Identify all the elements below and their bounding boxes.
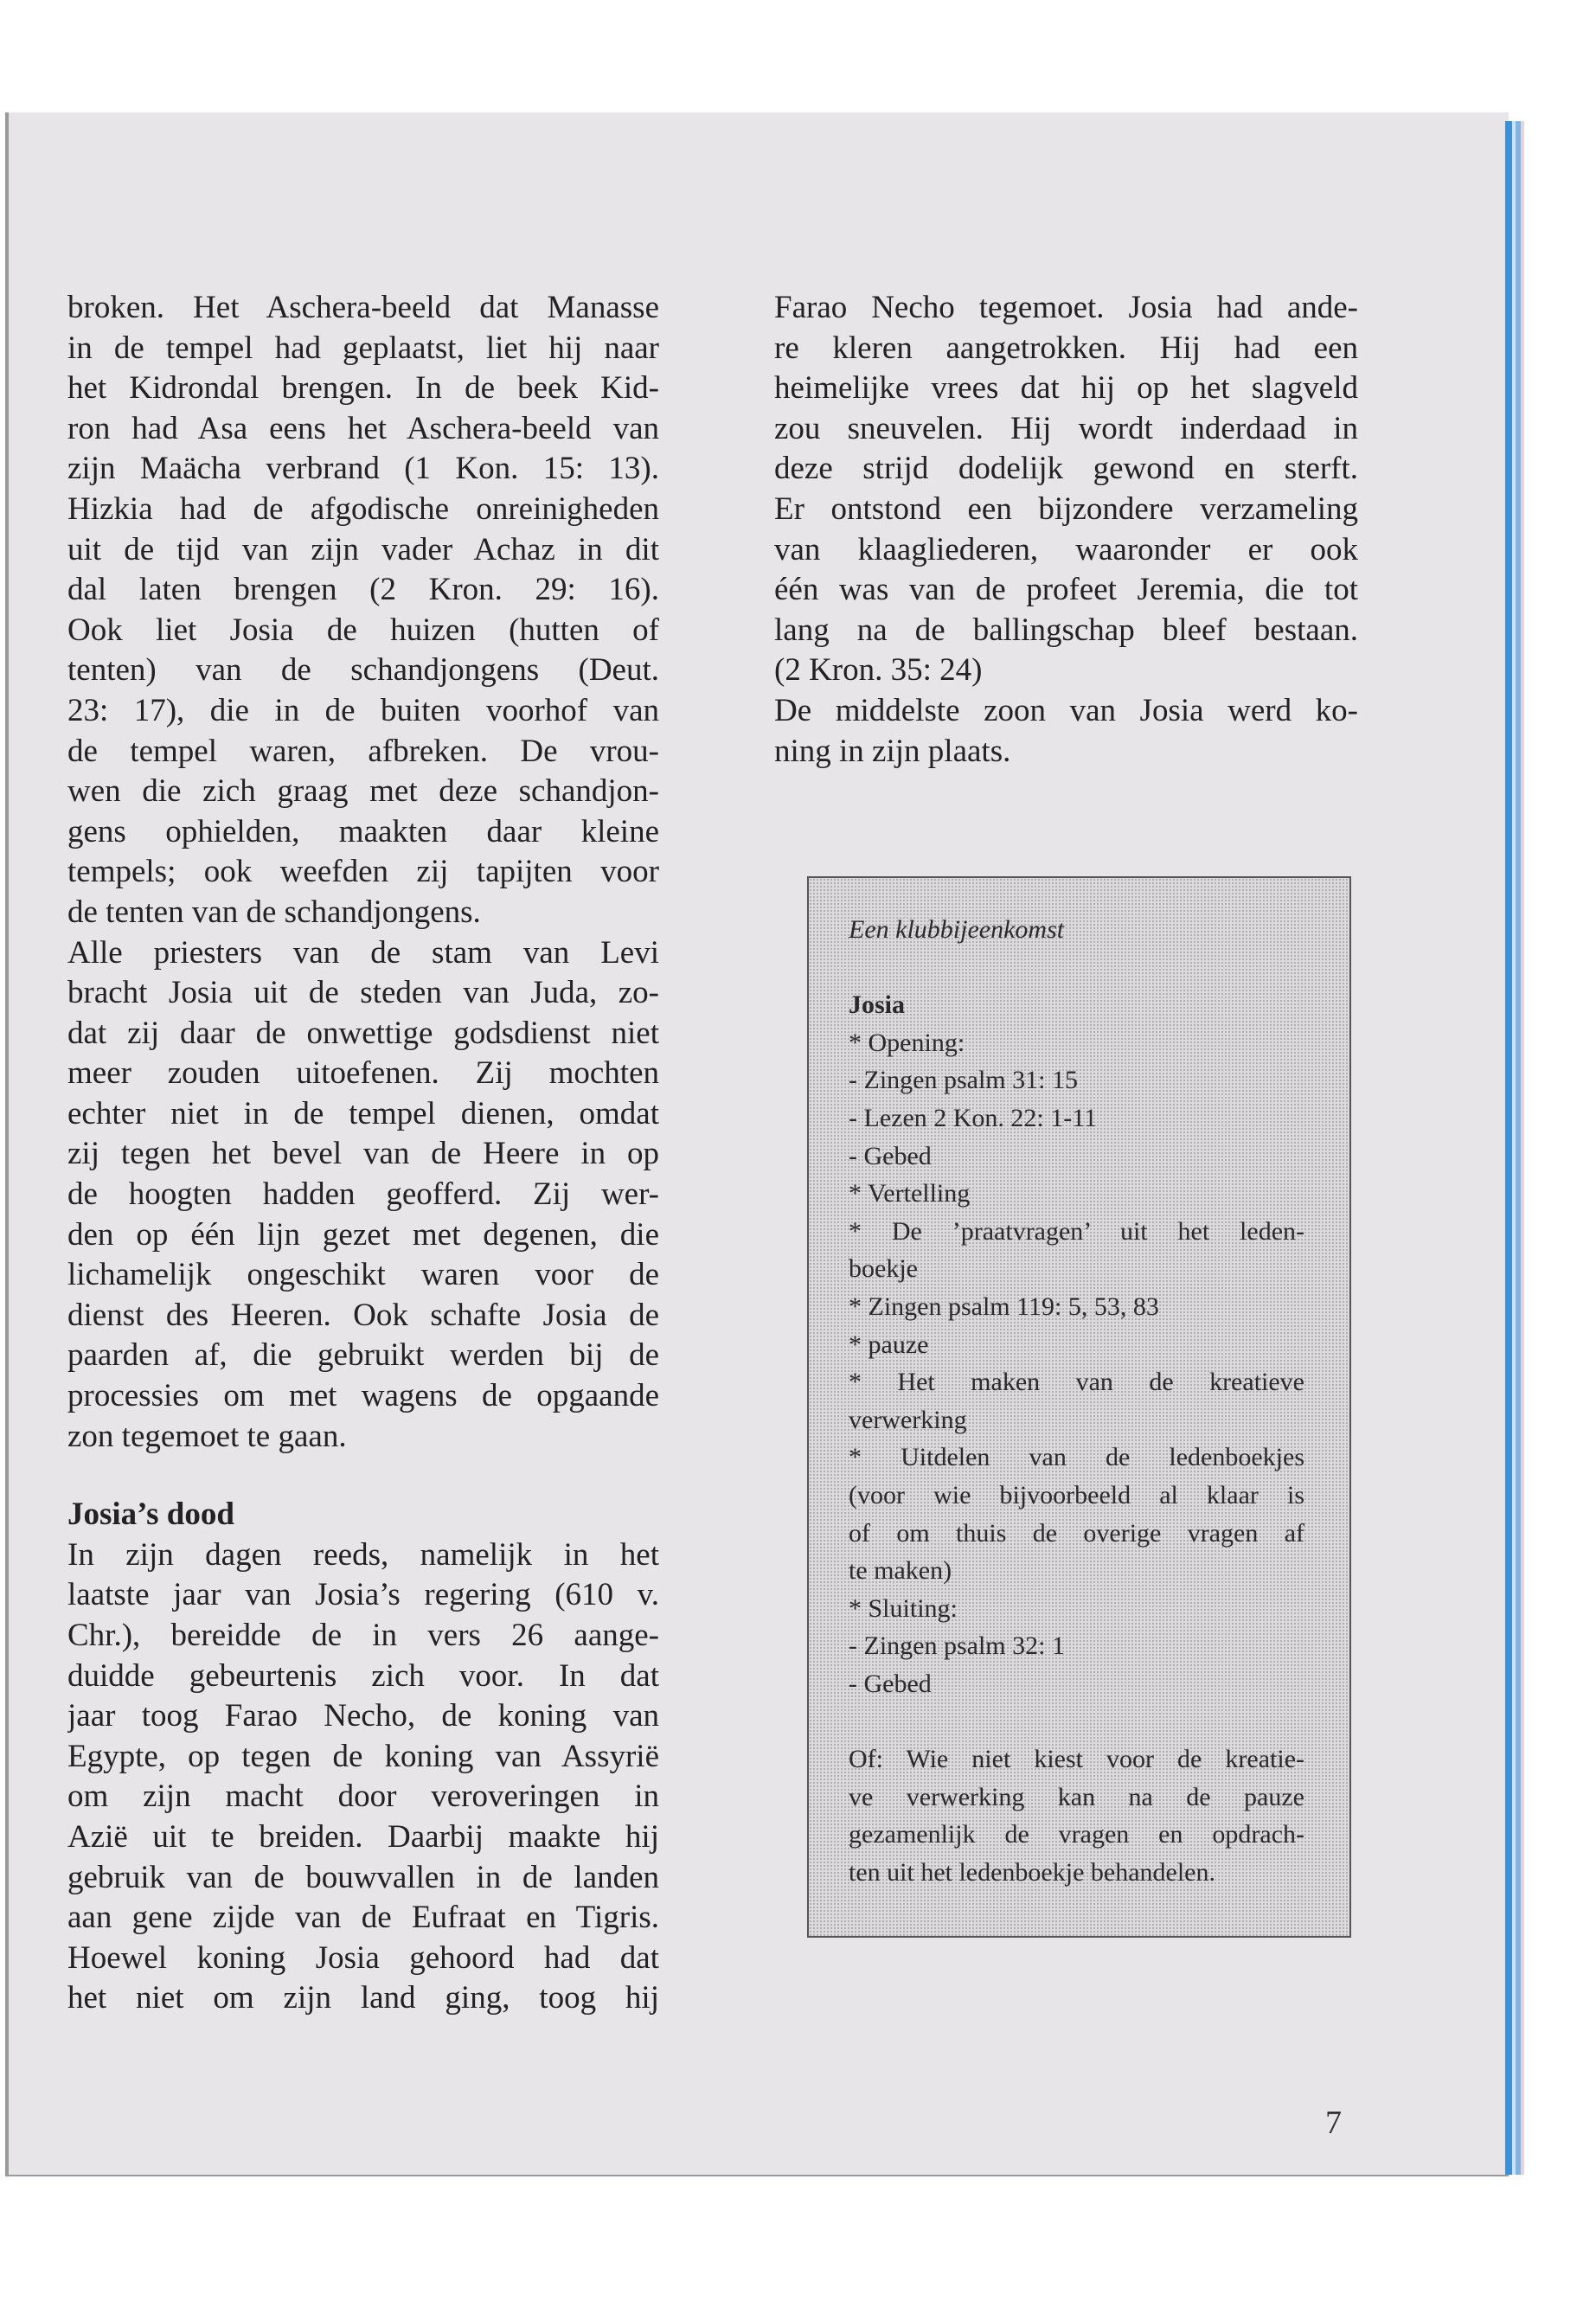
text-line: Er ontstond een bijzondere verzameling [774, 490, 1358, 527]
program-item [849, 1213, 1304, 1288]
box-note [849, 1740, 1304, 1891]
text-line: * Uitdelen van de ledenboekjes [849, 1443, 1304, 1472]
text-line: In zijn dagen reeds, namelijk in het [67, 1536, 659, 1573]
program-item [849, 1175, 1304, 1213]
text-line: verwerking [849, 1405, 967, 1434]
page-number: 7 [1325, 2105, 1342, 2141]
program-item [849, 1363, 1304, 1439]
text-line: Of: Wie niet kiest voor de kreatie- [849, 1745, 1304, 1774]
text-line: * Zingen psalm 119: 5, 53, 83 [849, 1292, 1159, 1321]
text-line: aan gene zijde van de Eufraat en Tigris. [67, 1900, 659, 1936]
text-line: te maken) [849, 1556, 952, 1586]
text-line: * Opening: [849, 1028, 965, 1057]
text-line: duidde gebeurtenis zich voor. In dat [67, 1657, 659, 1694]
text-line: 23: 17), die in de buiten voorhof van [67, 692, 659, 728]
text-line: om zijn macht door veroveringen in [67, 1779, 659, 1815]
paragraph [67, 288, 659, 933]
text-line: * Vertelling [849, 1179, 971, 1208]
text-line: broken. Het Aschera-beeld dat Manasse [67, 290, 659, 325]
text-line: ve verwerking kan na de pauze [849, 1782, 1304, 1811]
text-line: gens ophielden, maakten daar kleine [67, 813, 659, 849]
text-line: lang na de ballingschap bleef bestaan. [774, 612, 1358, 648]
program-item [849, 1439, 1304, 1589]
text-line: bracht Josia uit de steden van Juda, zo- [67, 975, 659, 1011]
note-paragraph [849, 1740, 1304, 1891]
program-item [849, 1326, 1304, 1364]
text-line: boekje [849, 1254, 918, 1284]
text-line: dat zij daar de onwettige godsdienst niet [67, 1015, 659, 1051]
text-line: het Kidrondal brengen. In de beek Kid- [67, 370, 659, 407]
program-item [849, 1099, 1304, 1138]
text-line: van klaagliederen, waaronder er ook [774, 531, 1358, 567]
paragraph [67, 1535, 659, 2019]
text-line: één was van de profeet Jeremia, die tot [774, 572, 1358, 608]
text-line: zij tegen het bevel van de Heere in op [67, 1136, 659, 1172]
text-line: tempels; ook weefden zij tapijten voor [67, 854, 659, 890]
text-line: of om thuis de overige vragen af [849, 1518, 1304, 1548]
club-meeting-box [807, 876, 1351, 1938]
paragraph [774, 691, 1358, 772]
text-line: - Gebed [849, 1141, 932, 1170]
text-line: Hizkia had de afgodische onreinigheden [67, 490, 659, 527]
paragraph [67, 933, 659, 1458]
text-line: Ook liet Josia de huizen (hutten of [67, 612, 659, 648]
text-line: in de tempel had geplaatst, liet hij naar [67, 330, 659, 366]
text-line: Azië uit te breiden. Daarbij maakte hij [67, 1818, 659, 1855]
text-line: De middelste zoon van Josia werd ko- [774, 692, 1358, 728]
text-line: - Gebed [849, 1669, 932, 1698]
paragraph [774, 288, 1358, 691]
box-program [849, 1024, 1304, 1703]
text-line: gezamenlijk de vragen en opdrach- [849, 1820, 1304, 1849]
text-line: ten uit het ledenboekje behandelen. [849, 1857, 1215, 1887]
text-line: - Zingen psalm 32: 1 [849, 1631, 1065, 1661]
text-line: laatste jaar van Josia’s regering (610 v. [67, 1577, 659, 1613]
text-line: Egypte, op tegen de koning van Assyrië [67, 1738, 659, 1774]
text-line: Hoewel koning Josia gehoord had dat [67, 1939, 659, 1976]
text-line: den op één lijn gezet met degenen, die [67, 1216, 659, 1253]
program-item [849, 1288, 1304, 1326]
text-line: lichamelijk ongeschikt waren voor de [67, 1257, 659, 1293]
text-line: dal laten brengen (2 Kron. 29: 16). [67, 572, 659, 608]
box-subtitle: Josia [849, 990, 906, 1020]
text-line: Chr.), bereidde de in vers 26 aange- [67, 1618, 659, 1653]
text-line: Farao Necho tegemoet. Josia had ande- [774, 290, 1358, 325]
text-line: zijn Maächa verbrand (1 Kon. 15: 13). [67, 451, 659, 487]
program-item [849, 1024, 1304, 1062]
program-item [849, 1665, 1304, 1703]
left-column [67, 288, 659, 2019]
text-line: de hoogten hadden geofferd. Zij wer- [67, 1176, 659, 1213]
text-line: ron had Asa eens het Aschera-beeld van [67, 410, 659, 446]
box-title: Een klubbijeenkomst [849, 915, 1065, 944]
left-paragraphs [67, 288, 659, 1457]
text-line: re kleren aangetrokken. Hij had een [774, 330, 1358, 366]
text-line: heimelijke vrees dat hij op het slagveld [774, 370, 1358, 407]
text-line: * Sluiting: [849, 1593, 958, 1623]
program-item [849, 1138, 1304, 1176]
text-line: * De ’praatvragen’ uit het leden- [849, 1216, 1304, 1246]
text-line: processies om met wagens de opgaande [67, 1378, 659, 1414]
text-line: tenten) van de schandjongens (Deut. [67, 652, 659, 689]
text-line: gebruik van de bouwvallen in de landen [67, 1859, 659, 1895]
program-item [849, 1627, 1304, 1665]
text-line: de tempel waren, afbreken. De vrou- [67, 733, 659, 769]
text-line: de tenten van de schandjongens. [67, 894, 481, 930]
text-line: deze strijd dodelijk gewond en sterft. [774, 451, 1358, 487]
book-edge-pink [1521, 121, 1524, 2175]
text-line: wen die zich graag met deze schandjon- [67, 773, 659, 810]
text-line: * pauze [849, 1330, 929, 1359]
text-line: ning in zijn plaats. [774, 733, 1011, 769]
text-line: * Het maken van de kreatieve [849, 1368, 1304, 1397]
text-line: paarden af, die gebruikt werden bij de [67, 1337, 659, 1374]
text-line: Alle priesters van de stam van Levi [67, 934, 659, 971]
text-line: (2 Kron. 35: 24) [774, 652, 983, 689]
book-edge-blue [1505, 121, 1512, 2175]
text-line: het niet om zijn land ging, toog hij [67, 1980, 659, 2016]
text-line: - Zingen psalm 31: 15 [849, 1066, 1078, 1095]
text-line: uit de tijd van zijn vader Achaz in dit [67, 531, 659, 567]
text-line: jaar toog Farao Necho, de koning van [67, 1698, 659, 1734]
text-line: - Lezen 2 Kon. 22: 1-11 [849, 1103, 1098, 1132]
program-item [849, 1061, 1304, 1099]
text-line: dienst des Heeren. Ook schafte Josia de [67, 1297, 659, 1333]
right-paragraphs [774, 288, 1358, 772]
text-line: meer zouden uitoefenen. Zij mochten [67, 1055, 659, 1092]
text-line: zon tegemoet te gaan. [67, 1418, 347, 1454]
right-column [774, 288, 1358, 772]
program-item [849, 1590, 1304, 1628]
section-heading: Josia’s dood [67, 1497, 234, 1533]
text-line: zou sneuvelen. Hij wordt inderdaad in [774, 410, 1358, 446]
text-line: (voor wie bijvoorbeeld al klaar is [849, 1480, 1304, 1509]
text-line: echter niet in de tempel dienen, omdat [67, 1095, 659, 1131]
left-paragraph-after-heading [67, 1535, 659, 2019]
